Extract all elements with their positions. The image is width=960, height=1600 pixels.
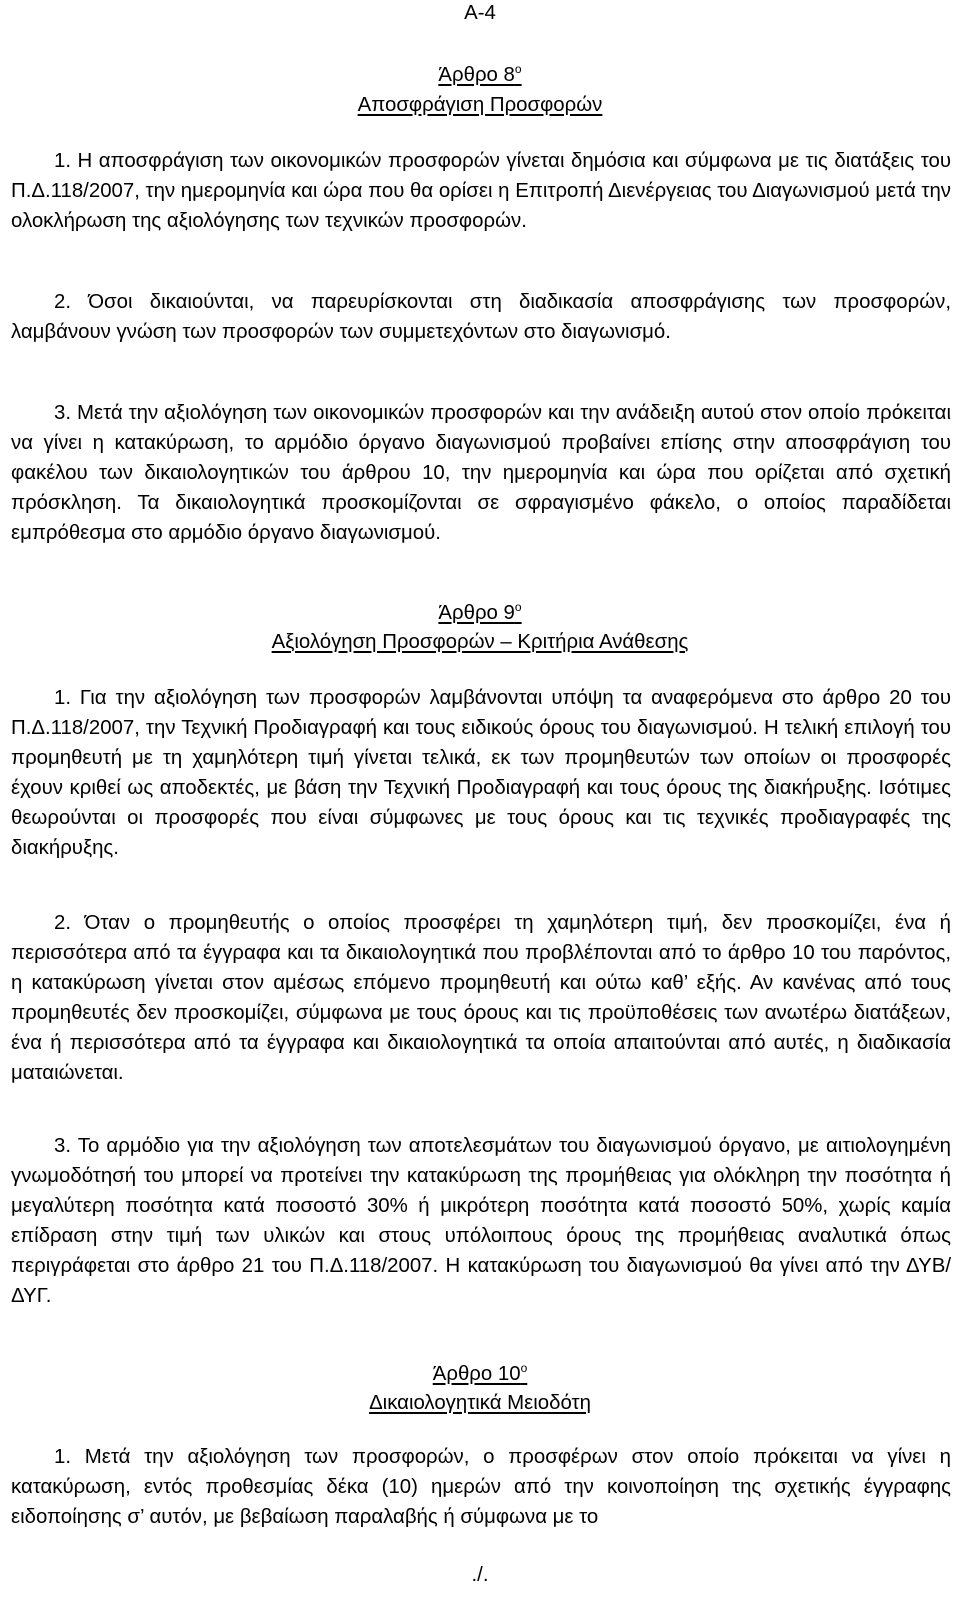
article-8-paragraph-1: 1. Η αποσφράγιση των οικονομικών προσφορών γίνεται δημόσια και σύμφωνα με τις διατάξεις του Π.Δ.118/2007, την ημερομηνία και ώρα που θα ορίσει η Επιτροπή Διενέργειας του Διαγωνισμού μετά την ολοκλήρωση της αξιολόγησης των τεχνικών προσφορών. <box>11 150 951 232</box>
article-9-number: Άρθρο $9^o$ <box>438 600 522 624</box>
article-9-paragraph-1: 1. Για την αξιολόγηση των προσφορών λαμβάνονται υπόψη τα αναφερόμενα στο άρθρο 20 του Π.Δ.118/2007, την Τεχνική Προδιαγραφή και τους ειδικούς όρους του διαγωνισμού. Η τελική επιλογή του προμηθευτή με τη χαμηλότερη τιμή γίνεται τελικά, εκ των προμηθευτών των οποίων οι προσφορές έχουν κριθεί ως αποδεκτές, με βάση την Τεχνική Προδιαγραφή και τους όρους της διακήρυξης. Ισότιμες θεωρούνται οι προσφορές που είναι σύμφωνες με τους όρους και τις τεχνικές προδιαγραφές της διακήρυξης. <box>11 687 951 859</box>
continuation-mark: ./. <box>471 1564 489 1586</box>
article-8-paragraph-2: 2. Όσοι δικαιούνται, να παρευρίσκονται στη διαδικασία αποσφράγισης των προσφορών, λαμβάνουν γνώση των προσφορών των συμμετεχόντων στο διαγωνισμό. <box>11 291 951 343</box>
article-8-title: Αποσφράγιση Προσφορών <box>357 94 603 116</box>
page-code: Α-4 <box>464 2 496 24</box>
article-8-paragraph-3: 3. Μετά την αξιολόγηση των οικονομικών προσφορών και την ανάδειξη αυτού στον οποίο πρόκειται να γίνει η κατακύρωση, το αρμόδιο όργανο διαγωνισμού προβαίνει επίσης στην αποσφράγιση του φακέλου των δικαιολογητικών του άρθρου 10, την ημερομηνία και ώρα που ορίζεται από σχετική πρόσκληση. Τα δικαιολογητικά προσκομίζονται σε σφραγισμένο φάκελο, ο οποίος παραδίδεται εμπρόθεσμα στο αρμόδιο όργανο διαγωνισμού. <box>11 402 951 544</box>
article-8-number: Άρθρο $8^o$ <box>438 62 522 86</box>
article-10-number: Άρθρο $10^o$ <box>432 1361 528 1385</box>
article-10-title: Δικαιολογητικά Μειοδότη <box>369 1392 591 1414</box>
article-9-paragraph-3: 3. Το αρμόδιο για την αξιολόγηση των αποτελεσμάτων του διαγωνισμού όργανο, με αιτιολογημένη γνωμοδότησή του μπορεί να προτείνει την κατακύρωση της προμήθειας για ολόκληρη την ποσότητα ή μεγαλύτερη ποσότητα κατά ποσοστό 30% ή μικρότερη ποσότητα κατά ποσοστό 50%, χωρίς καμία επίδραση στην τιμή των υλικών και στους υπόλοιπους όρους της προμήθειας αναλυτικά όπως περιγράφεται στο άρθρο 21 του Π.Δ.118/2007. Η κατακύρωση του διαγωνισμού θα γίνει από την ΔΥΒ/ΔΥΓ. <box>11 1135 951 1307</box>
article-9-paragraph-2: 2. Όταν ο προμηθευτής ο οποίος προσφέρει τη χαμηλότερη τιμή, δεν προσκομίζει, ένα ή περισσότερα από τα έγγραφα και τα δικαιολογητικά που προβλέπονται από το άρθρο 10 του παρόντος, η κατακύρωση γίνεται στον αμέσως επόμενο προμηθευτή και ούτω καθ’ εξής. Αν κανένας από τους προμηθευτές δεν προσκομίζει, σύμφωνα με τους όρους και τις προϋποθέσεις των ανωτέρω διατάξεων, ένα ή περισσότερα από τα έγγραφα και δικαιολογητικά τα οποία απαιτούνται από αυτές, η διαδικασία ματαιώνεται. <box>11 912 951 1084</box>
article-10-paragraph-1: 1. Μετά την αξιολόγηση των προσφορών, ο προσφέρων στον οποίο πρόκειται να γίνει η κατακύρωση, εντός προθεσμίας δέκα (10) ημερών από την κοινοποίηση της σχετικής έγγραφης ειδοποίησης σ’ αυτόν, με βεβαίωση παραλαβής ή σύμφωνα με το <box>11 1446 951 1528</box>
article-9-title: Αξιολόγηση Προσφορών – Κριτήρια Ανάθεσης <box>271 631 689 653</box>
